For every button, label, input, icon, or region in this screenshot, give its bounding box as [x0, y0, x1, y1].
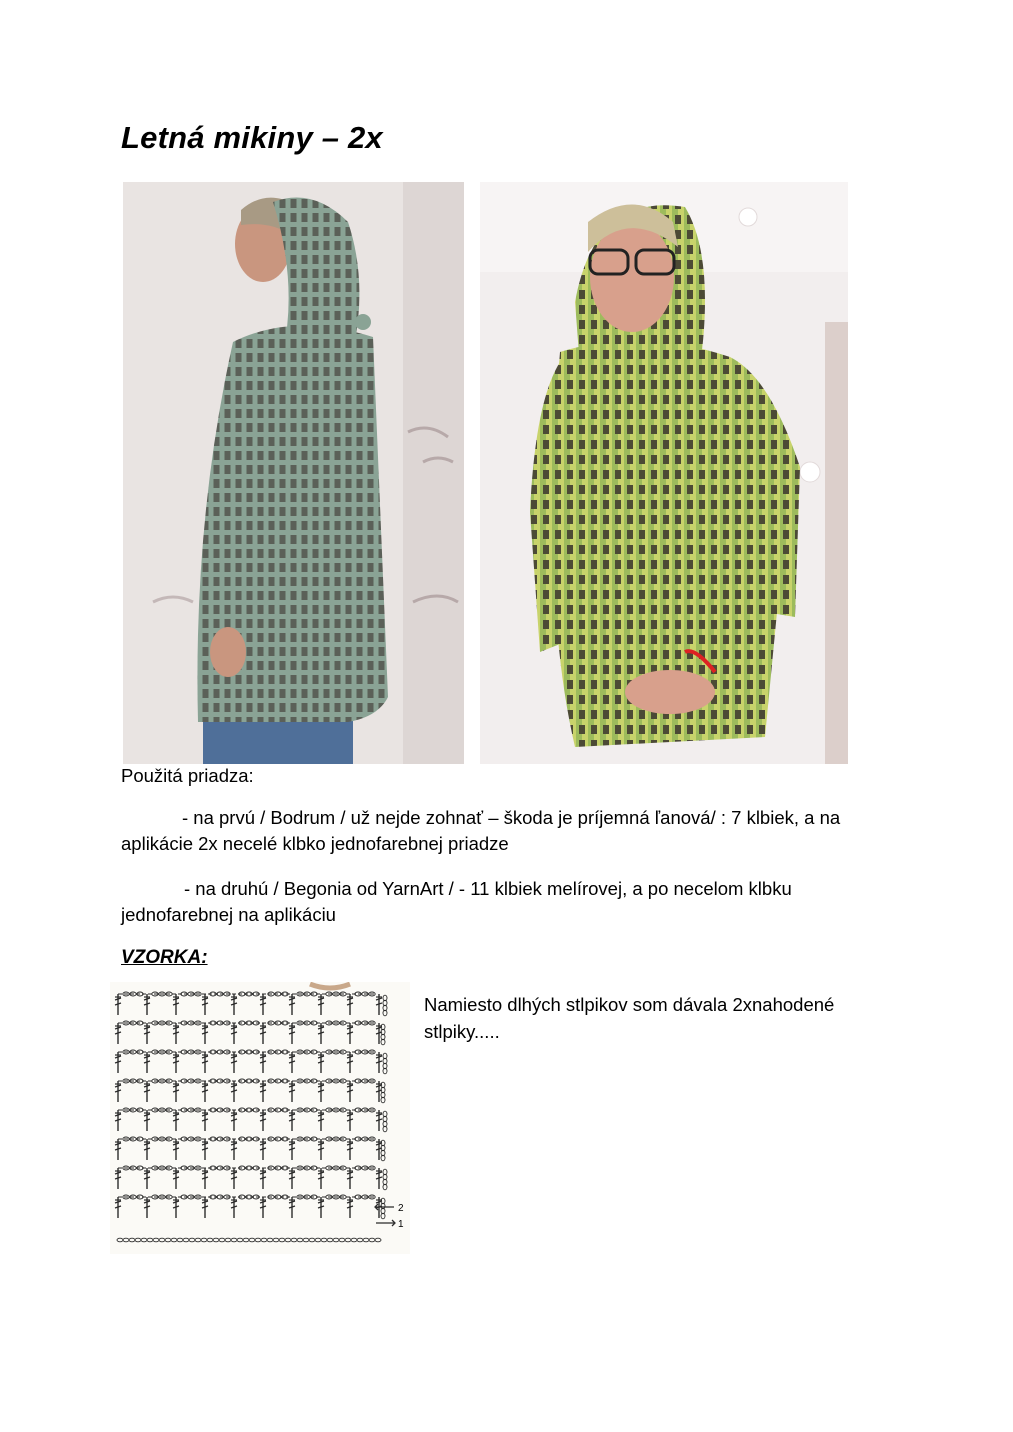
- yarn-heading: Použitá priadza:: [121, 765, 254, 786]
- photo-multicolor-green-hoodie: [480, 182, 848, 764]
- yarn-item-second: - na druhú / Begonia od YarnArt / - 11 klbiek melírovej, a po necelom klbku jednofarebnej na aplikáciu: [121, 878, 792, 925]
- pattern-note: Namiesto dlhých stlpikov som dávala 2xnahodené stlpiky.....: [424, 994, 835, 1042]
- foundation-chain: [117, 1238, 381, 1242]
- yarn-item-first: - na prvú / Bodrum / už nejde zohnať – škoda je príjemná ľanová/ : 7 klbiek, a na aplikácie 2x necelé klbko jednofarebnej priadze: [121, 807, 841, 854]
- chart-row: [115, 1195, 385, 1219]
- chart-row: [115, 1137, 385, 1161]
- chart-row: [115, 992, 387, 1016]
- chart-row: [115, 1050, 387, 1074]
- stitch-chart-diagram: [110, 982, 410, 1254]
- row-marker-1: [376, 1219, 404, 1230]
- chart-row: [115, 1166, 387, 1190]
- photo-grey-green-hoodie: [123, 182, 464, 764]
- crochet-stitch-chart: [110, 982, 410, 1254]
- page-title: Letná mikiny – 2x: [121, 120, 383, 155]
- chart-row: [115, 1021, 385, 1045]
- chart-row: [115, 1108, 387, 1132]
- row-marker-label-1: 1: [398, 1219, 404, 1230]
- chart-row: [115, 1079, 385, 1103]
- pattern-heading: VZORKA:: [121, 947, 208, 968]
- row-marker-label-2: 2: [398, 1203, 404, 1214]
